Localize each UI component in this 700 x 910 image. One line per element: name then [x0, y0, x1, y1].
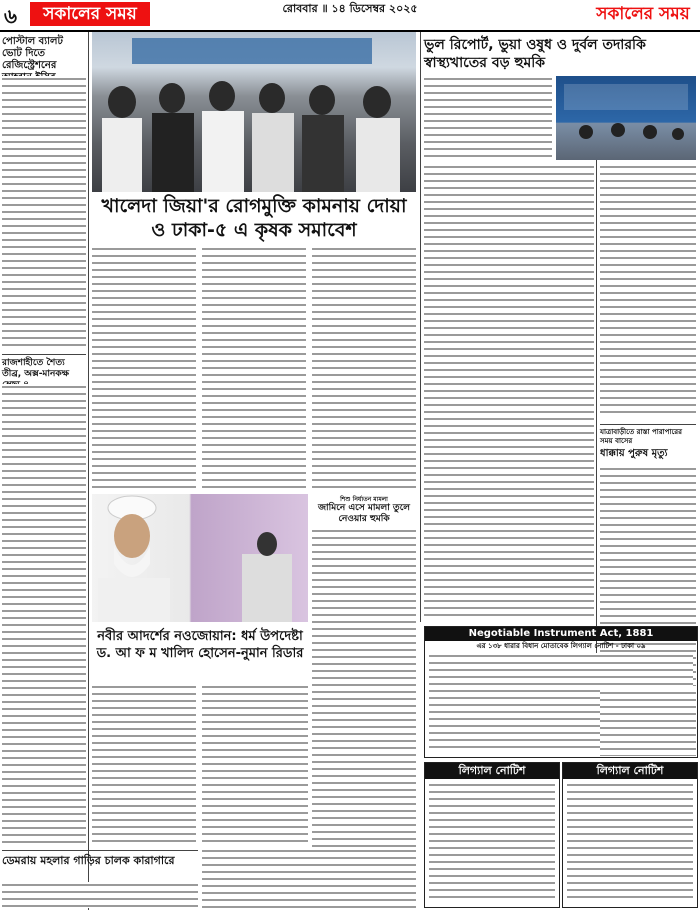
- divider: [2, 850, 198, 851]
- column-rule: [596, 160, 597, 690]
- headline-postal-ballot: পোস্টাল ব্যালট ভোট দিতে রেজিস্ট্রেশনের: [2, 36, 63, 71]
- ni-act-title: Negotiable Instrument Act, 1881: [425, 627, 697, 641]
- masthead-logo: সকালের সময়: [596, 4, 690, 24]
- column-rule: [420, 32, 421, 622]
- feature-headline: নবীর আদর্শের নওজোয়ান: ধর্ম উপদেষ্টা ড. আ ফ ম খালিদ হোসেন-নুমান রিডার: [96, 629, 304, 661]
- story-body: [2, 76, 86, 350]
- feature-photo-speaker: [92, 494, 308, 622]
- legal-notice-2-title: লিগ্যাল নোটিশ: [563, 763, 697, 779]
- headline-demra: ডেমরায় মহলার গাড়ির চালক কারাগারে: [2, 854, 175, 867]
- ni-act-subtitle: এর ১৩৮ ধারার বিধান মোতাবেক লিগ্যাল নোটিশ - ঢাকা ০৯: [476, 642, 646, 650]
- masthead-left: সকালের সময়: [30, 2, 150, 26]
- health-body-col1: [424, 164, 594, 618]
- health-body: [424, 76, 552, 160]
- right-story-body-end: [600, 690, 696, 756]
- headline-cold-wave: রাজশাহীতে শৈত্য তীব্র, অক্স-মানকক্ষ: [2, 358, 69, 379]
- health-photo-seminar: [556, 76, 696, 160]
- right-story-kicker: যাত্রাবাড়ীতে রাস্তা পারাপারের সময় বাসের: [600, 428, 683, 445]
- small-story-body: [312, 528, 416, 858]
- lead-headline: খালেদা জিয়া'র রোগমুক্তি কামনায় দোয়া ও ঢাকা-৫ এ কৃষক সমাবেশ: [101, 195, 407, 241]
- legal-notice-2: [562, 762, 698, 908]
- legal-notice-1: [424, 762, 560, 908]
- lead-body-col2: [202, 246, 306, 492]
- lead-photo-prayer: [92, 32, 416, 192]
- page-number: ৬: [4, 4, 18, 28]
- lead-body-col3: [312, 246, 416, 492]
- divider: [2, 354, 86, 355]
- small-story-headline: জামিনে এসে মামলা তুলে নেওয়ার হুমকি: [317, 503, 411, 524]
- story-body: [2, 882, 198, 908]
- continued-body: [202, 848, 416, 908]
- issue-date: রোববার ॥ ১৪ ডিসেম্বর ২০২৫: [282, 2, 418, 15]
- seminar-figures: [556, 76, 696, 160]
- divider: [600, 424, 696, 425]
- legal-notice-1-title: লিগ্যাল নোটিশ: [425, 763, 559, 779]
- lead-photo-figures: [92, 32, 416, 192]
- feature-body-col2: [202, 684, 308, 844]
- health-body-col2: [600, 164, 696, 418]
- legal-notice-2-body: [567, 782, 693, 900]
- story-body: [2, 384, 86, 846]
- feature-body-col1: [92, 684, 196, 844]
- column-rule: [88, 32, 89, 910]
- right-story-headline: ধাক্কায় পুরুষ মৃত্যু: [600, 448, 668, 459]
- lead-body-col1: [92, 246, 196, 492]
- speaker-figure: [92, 494, 308, 622]
- small-story-kicker: শিশু নির্যাতন মামলা: [340, 496, 388, 503]
- legal-notice-1-body: [429, 782, 555, 900]
- health-headline: ভুল রিপোর্ট, ভুয়া ওষুধ ও দুর্বল তদারকি স্বাস্থ্যখাতের বড় হুমকি: [424, 37, 646, 71]
